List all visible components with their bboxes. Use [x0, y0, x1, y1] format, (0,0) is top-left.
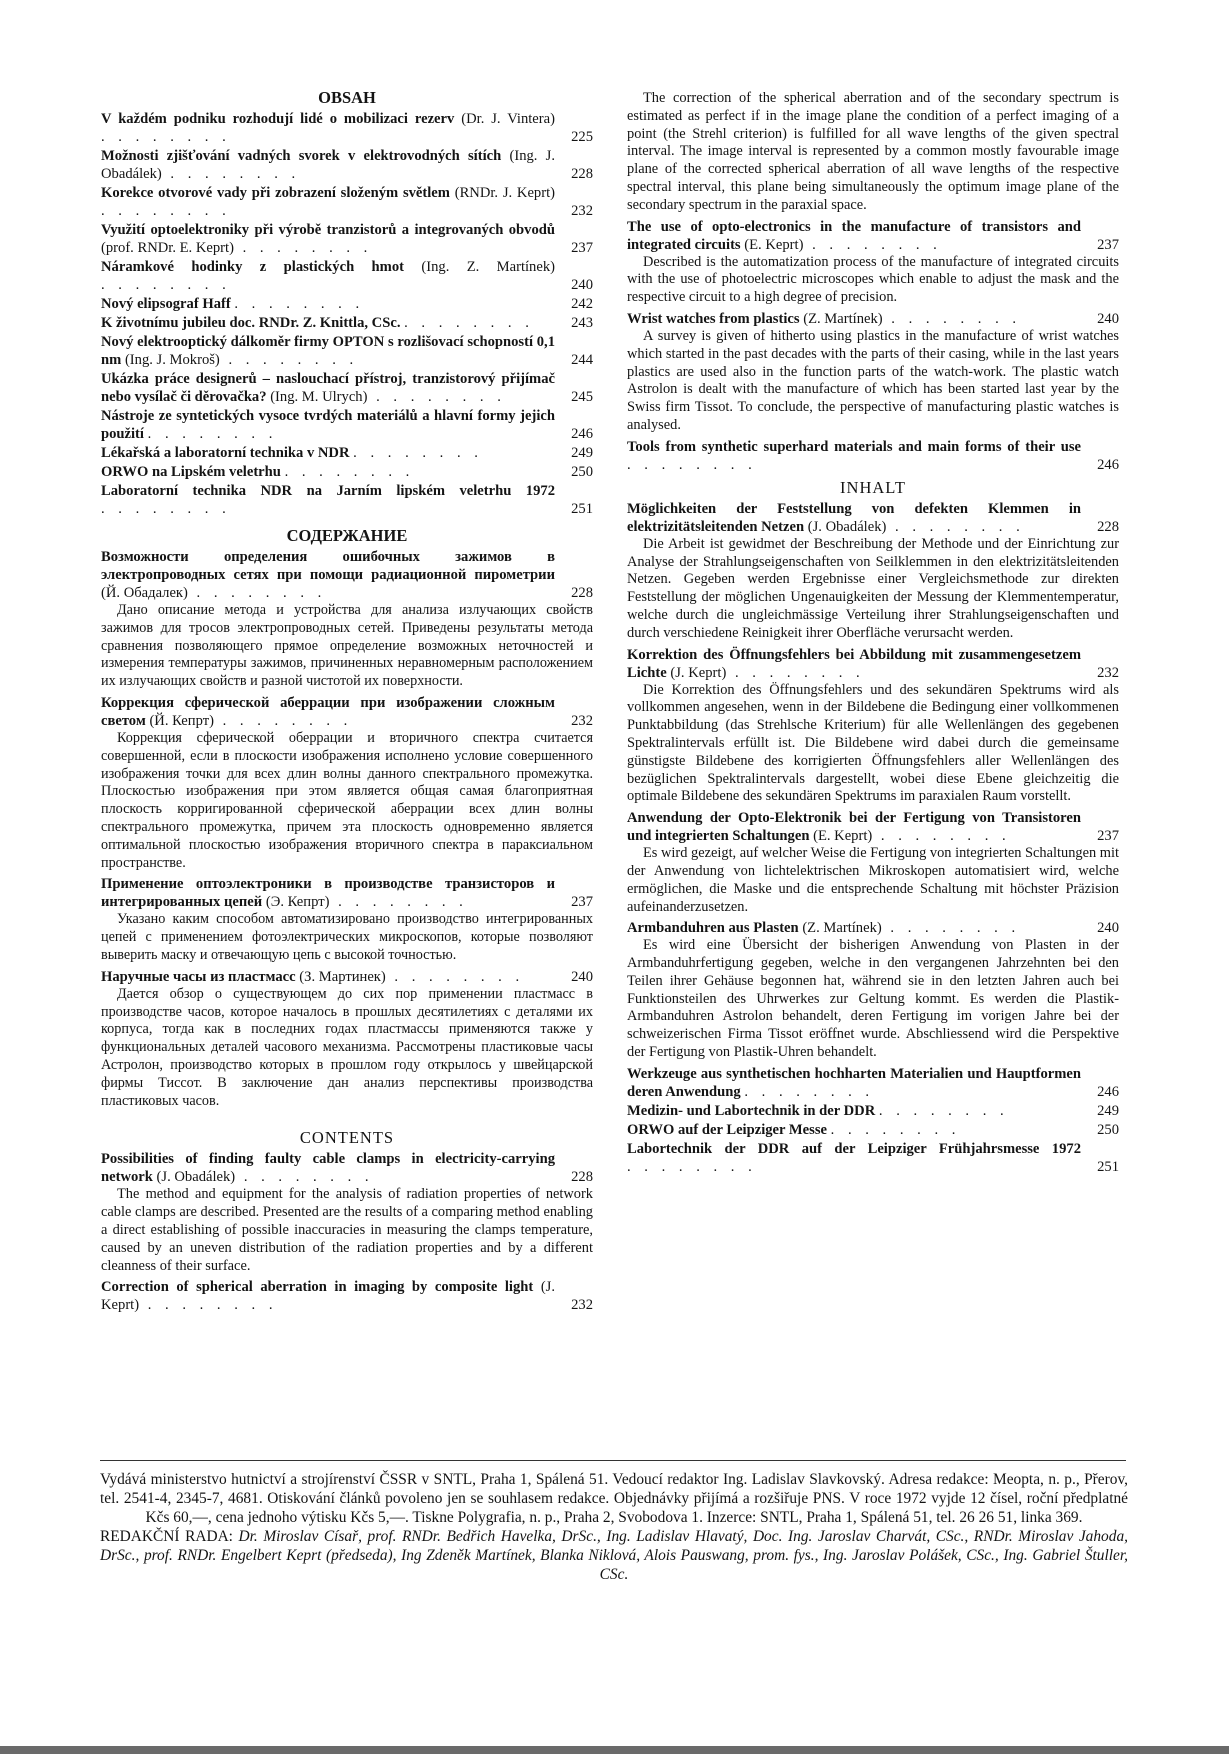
entry-author: (Dr. J. Vintera)	[461, 111, 555, 127]
entry-title: Medizin- und Labortechnik in der DDR	[627, 1102, 876, 1119]
entry-heading	[101, 407, 593, 443]
entry-author: (J. Keprt)	[101, 1279, 556, 1314]
entry-author: (Й. Кепрт)	[149, 712, 214, 729]
page-number: 243	[571, 315, 593, 331]
entry-heading	[101, 314, 593, 332]
toc-entry	[627, 218, 1119, 307]
toc-entry	[627, 1121, 1119, 1139]
imprint-footer	[100, 1470, 1128, 1584]
contents-list-part2	[627, 90, 1119, 474]
toc-entry	[627, 1102, 1119, 1120]
leader-dots: . . . . . . . .	[882, 310, 1022, 327]
leader-dots: . . . . . . . .	[284, 464, 415, 480]
left-column	[101, 88, 593, 1315]
entry-title: Labortechnik der DDR auf der Leipziger Frühjahrsmesse 1972	[627, 1140, 1081, 1157]
entry-author: (Э. Кепрт)	[265, 894, 330, 911]
leader-dots: . . . . . . . .	[830, 1121, 961, 1138]
entry-heading	[627, 919, 1119, 937]
toc-entry	[101, 258, 593, 294]
publisher-info: Vydává ministerstvo hutnictví a strojírenství ČSSR v SNTL, Praha 1, Spálená 51. Vedoucí redaktor Ing. Ladislav Slavkovský. Adresa redakce: Meopta, n. p., Přerov, tel. 2541-4, 2345-7, 4681. Otiskování článků povoleno jen se souhlasem redakce. Objednávky přijímá a rozšiřuje PNS. V roce 1972 vyjde 12 čísel, roční předplatné Kčs 60,—, cena jednoho výtisku Kčs 5,—. Tiskne Polygrafia, n. p., Praha 2, Svobodova 1. Inzerce: SNTL, Praha 1, Spálená 51, tel. 26 26 51, linka 369.	[100, 1471, 1128, 1526]
page-number: 246	[1097, 1083, 1119, 1100]
leader-dots: . . . . . . . .	[187, 585, 327, 601]
scan-edge	[0, 1746, 1229, 1754]
entry-title: Wrist watches from plastics	[627, 310, 800, 327]
entry-title: K životnímu jubileu doc. RNDr. Z. Knittla, CSc.	[101, 315, 401, 331]
entry-title: Anwendung der Opto-Elektronik bei der Fertigung von Transistoren und integrierten Schaltungen	[627, 810, 1081, 845]
inhalt-list	[627, 500, 1119, 1176]
toc-entry	[101, 184, 593, 220]
entry-author: (Ing. M. Ulrych)	[270, 389, 368, 405]
leader-dots: . . . . . . . .	[101, 203, 231, 219]
page-number: 237	[1097, 828, 1119, 845]
entry-title: Náramkové hodinky z plastických hmot	[101, 259, 404, 275]
entry-title: Ukázka práce designerů – naslouchací přístroj, tranzistorový přijímač nebo vysílač či děrovačka?	[101, 371, 555, 405]
editorial-board-members: Dr. Miroslav Císař, prof. RNDr. Bedřich Havelka, DrSc., Ing. Ladislav Hlavatý, Doc. Ing. Jaroslav Charvát, CSc., RNDr. Miroslav Jahoda, DrSc., prof. RNDr. Engelbert Keprt (předseda), Ing Zdeněk Martínek, Blanka Niklová, Alois Pauswang, prom. fys., Ing. Jaroslav Polášek, CSc., Ing. Gabriel Štuller, CSc.	[100, 1528, 1128, 1583]
editorial-board-label: REDAKČNÍ RADA:	[100, 1528, 233, 1545]
page-number: 245	[571, 389, 593, 405]
toc-entry	[101, 370, 593, 406]
obsah-heading: OBSAH	[318, 88, 376, 107]
toc-entry	[627, 919, 1119, 1062]
leader-dots: . . . . . . . .	[234, 296, 365, 312]
entry-title: Využití optoelektroniky při výrobě tranzistorů a integrovaných obvodů	[101, 222, 555, 238]
obsah-list	[101, 110, 593, 518]
entry-heading	[627, 1102, 1119, 1120]
entry-heading	[101, 295, 593, 313]
entry-author: (E. Keprt)	[813, 828, 873, 845]
page-number: 232	[571, 1297, 593, 1314]
toc-entry	[627, 1140, 1119, 1176]
entry-title: ORWO na Lipském veletrhu	[101, 464, 281, 480]
entry-author: (Z. Martínek)	[803, 310, 883, 327]
page-number: 232	[571, 712, 593, 729]
page-number: 242	[571, 296, 593, 312]
toc-entry	[627, 438, 1119, 474]
toc-entry	[101, 110, 593, 146]
entry-title: Наручные часы из пластмасс	[101, 968, 296, 985]
entry-title: Nástroje ze syntetických vysoce tvrdých materiálů a hlavní formy jejich použití	[101, 408, 555, 442]
entry-author: (J. Obadálek)	[156, 1169, 236, 1186]
entry-heading	[627, 438, 1119, 474]
right-column	[627, 90, 1119, 1177]
entry-author: (J. Obadálek)	[807, 518, 887, 535]
entry-heading	[101, 184, 593, 220]
entry-title: V každém podniku rozhodují lidé o mobilizaci rezerv	[101, 111, 455, 127]
page-number: 251	[571, 501, 593, 517]
toc-entry	[101, 1278, 593, 1314]
entry-author: (Ing. Z. Martínek)	[421, 259, 555, 275]
toc-entry	[627, 500, 1119, 643]
leader-dots: . . . . . . . .	[872, 828, 1011, 845]
entry-title: Possibilities of finding faulty cable clamps in electricity-carrying network	[101, 1151, 555, 1186]
entry-heading	[101, 221, 593, 257]
entry-heading	[627, 809, 1119, 845]
entry-title: Možnosti zjišťování vadných svorek v elektrovodných sítích	[101, 148, 502, 164]
contents-list-part1	[101, 1150, 593, 1314]
page-number: 237	[571, 240, 593, 256]
entry-heading	[627, 218, 1119, 254]
leader-dots: . . . . . . . .	[726, 664, 865, 681]
entry-author: (Й. Обадалек)	[101, 585, 188, 601]
entry-abstract: Es wird gezeigt, auf welcher Weise die Fertigung von integrierten Schaltungen mit der Anwendung von lichtelektrischen Mikroskopen automatisiert wird, welche ermöglichen, die Maske und die entsprechende Schaltung mit höchster Präzision aufeinanderzusetzen.	[627, 845, 1119, 915]
page-number: 228	[571, 585, 593, 601]
entry-title: ORWO auf der Leipziger Messe	[627, 1121, 827, 1138]
page-number: 240	[571, 277, 593, 293]
entry-title: The use of opto-electronics in the manufacture of transistors and integrated circuits	[627, 218, 1081, 253]
soderzhanie-heading: СОДЕРЖАНИЕ	[286, 526, 408, 545]
entry-heading	[101, 333, 593, 369]
entry-abstract: A survey is given of hitherto using plastics in the manufacture of wrist watches which started in the past decades with the parts of their casing, while in the last years plastics are used also in the function parts of the watch-work. The plastic watch Astrolon is dealt with the manufacture of which has been started last year by the Swiss firm Tissot. To conclude, the perspective of manufacturing plastic watches is analysed.	[627, 327, 1119, 433]
page-number: 246	[571, 426, 593, 442]
page-number: 249	[571, 445, 593, 461]
page-number: 250	[571, 464, 593, 480]
page-number: 228	[1097, 518, 1119, 535]
page-number: 237	[1097, 236, 1119, 253]
entry-heading	[627, 646, 1119, 682]
entry-heading	[101, 147, 593, 183]
toc-entry	[627, 1065, 1119, 1101]
leader-dots: . . . . . . . .	[213, 712, 353, 729]
entry-title: Armbanduhren aus Plasten	[627, 920, 799, 937]
entry-author: (Z. Martínek)	[802, 920, 882, 937]
toc-entry	[101, 482, 593, 518]
leader-dots: . . . . . . . .	[233, 240, 373, 256]
leader-dots: . . . . . . . .	[161, 166, 301, 182]
entry-author: (Ing. J. Obadálek)	[101, 148, 555, 182]
leader-dots: . . . . . . . .	[139, 1297, 278, 1314]
toc-entry	[101, 875, 593, 964]
leader-dots: . . . . . . . .	[627, 456, 757, 473]
page-number: 225	[571, 129, 593, 145]
soderzhanie-list	[101, 548, 593, 1110]
entry-title: Коррекция сферической аберрации при изображении сложным светом	[101, 694, 555, 729]
leader-dots: . . . . . . . .	[385, 968, 525, 985]
page-number: 250	[1097, 1121, 1119, 1138]
toc-entry	[101, 295, 593, 313]
toc-entry	[101, 1150, 593, 1275]
entry-title: Korekce otvorové vady při zobrazení složeným světlem	[101, 185, 450, 201]
entry-heading	[101, 370, 593, 406]
toc-entry	[101, 221, 593, 257]
entry-title: Возможности определения ошибочных зажимов в электропроводных сетях при помощи радиационной пирометрии	[101, 549, 555, 583]
entry-title: Correction of spherical aberration in imaging by composite light	[101, 1279, 534, 1296]
entry-author: (prof. RNDr. E. Keprt)	[101, 240, 234, 256]
entry-abstract: Дается обзор о существующем до сих пор применении пластмасс в производстве часов, которое началось в прошлых десятилетиях с деталями их корпуса, тогда как в последних годах пластмассы применяются также у функциональных деталей часового механизма. Рассмотрены пластиковые часы Астролон, производство которых в прошлом году открылось у швейцарской фирмы Тиссот. В заключение дан анализ перспективы производства пластиковых часов.	[101, 985, 593, 1109]
entry-heading	[101, 110, 593, 146]
page-number: 246	[1097, 456, 1119, 473]
entry-heading	[627, 1065, 1119, 1101]
page-number: 244	[571, 352, 593, 368]
contents-heading: CONTENTS	[299, 1128, 395, 1148]
leader-dots: . . . . . . . .	[235, 1169, 374, 1186]
entry-heading	[101, 1278, 593, 1314]
entry-title: Laboratorní technika NDR na Jarním lipském veletrhu 1972	[101, 483, 555, 499]
entry-abstract: Дано описание метода и устройства для анализа излучающих свойств зажимов для тросов электропроводных сетей. Приведены результаты метода сравнения позволяющего прямое определение возможных неточностей и измерения температуры зажимов, причиненных неравномерным расположением их излучающих свойств и разной чистотой их поверхности.	[101, 602, 593, 690]
entry-author: (RNDr. J. Keprt)	[454, 185, 555, 201]
entry-abstract: Указано каким способом автоматизировано производство интегрированных цепей с применением фотоэлектрических микроскопов, которые позволяют выверить маску и отвечающую цепь с высокой точностью.	[101, 911, 593, 963]
entry-heading	[101, 444, 593, 462]
entry-title: Применение оптоэлектроники в производстве транзисторов и интегрированных цепей	[101, 876, 555, 911]
footer-divider	[100, 1460, 1126, 1461]
page-number: 232	[1097, 664, 1119, 681]
leader-dots: . . . . . . . .	[101, 501, 231, 517]
entry-heading	[101, 968, 593, 986]
entry-abstract: Es wird eine Übersicht der bisherigen Anwendung von Plasten in der Armbanduhrfertigung gegeben, welche in den vergangenen Jahrzehnten bei den Teilen ihrer Gehäuse begonnen hat, während sie in den letzten Jahren auch bei Funktionsteilen des Uhrwerkes zur Geltung kommt. Es werden die Plastik-Armbanduhren Astrolon behandelt, deren Fertigung im vorigen Jahre bei der schweizerischen Firma Tissot eröffnet wurde. Abschliessend wird die Perspektive der Fertigung von Plastik-Uhren behandelt.	[627, 937, 1119, 1061]
entry-title: Tools from synthetic superhard materials and main forms of their use	[627, 438, 1081, 455]
page-number: 240	[1097, 310, 1119, 327]
leader-dots: . . . . . . . .	[886, 518, 1025, 535]
entry-abstract: Die Arbeit ist gewidmet der Beschreibung der Methode und der Einrichtung zur Analyse der Strahlungseigenschaften von Seilklemmen in den elektrizitätsleitenden Netzen. Gegeben werden Ergebnisse einer Vergleichsmethode zur direkten Feststellung der möglichen Ungenauigkeiten der Messung der Klemmentemperatur, welche durch die ungleichmässige Verteilung ihrer Strahlungseigenschaften und durch verschiedene Reinigkeit ihrer Oberfläche verursacht werden.	[627, 535, 1119, 641]
entry-heading	[101, 548, 593, 602]
leader-dots: . . . . . . . .	[219, 352, 359, 368]
page-number: 232	[571, 203, 593, 219]
entry-heading	[627, 1121, 1119, 1139]
page-number: 237	[571, 894, 593, 911]
entry-author: (Ing. J. Mokroš)	[124, 352, 220, 368]
entry-heading	[101, 875, 593, 911]
page-number: 240	[571, 968, 593, 985]
page-number: 251	[1097, 1158, 1119, 1175]
leader-dots: . . . . . . . .	[353, 445, 483, 461]
toc-entry	[627, 646, 1119, 807]
page-number: 249	[1097, 1102, 1119, 1119]
entry-abstract: Коррекция сферической оберрации и вторичного спектра считается совершенной, если в плоскости изображения исполнено условие совершенного изображения точки для всех длин волны данного спектрального промежутка. Плоскостью изображения при этом является общая самая благоприятная плоскость корригированной сферической аберрации всех длин волны спектрального промежутка, причем эта плоскость одновременно является оптимальной плоскостью изображения вторичного спектра в параксиальном пространстве.	[101, 729, 593, 871]
leader-dots: . . . . . . . .	[101, 129, 231, 145]
entry-title: Korrektion des Öffnungsfehlers bei Abbildung mit zusammengesetzem Lichte	[627, 646, 1081, 681]
entry-title: Lékařská a laboratorní technika v NDR	[101, 445, 350, 461]
toc-entry	[627, 310, 1119, 435]
inhalt-heading: INHALT	[840, 477, 906, 497]
leader-dots: . . . . . . . .	[367, 389, 506, 405]
page-number: 228	[571, 166, 593, 182]
leader-dots: . . . . . . . .	[878, 1102, 1009, 1119]
entry-abstract: The correction of the spherical aberration and of the secondary spectrum is estimated as perfect if in the image plane the condition of a perfect imaging of a point (the Strehl criterion) is fulfilled for all wave lengths of the given spectral interval. The image interval is represented by a common mostly favourable image plane of the corrected spherical aberration of all wave lengths of the respective spectral interval, this plane being simultaneously the optimum image plane of the secondary spectrum in the paraxial space.	[627, 90, 1119, 213]
page-number: 240	[1097, 920, 1119, 937]
entry-title: Nový elektrooptický dálkoměr firmy OPTON s rozlišovací schopností 0,1 nm	[101, 334, 555, 368]
toc-entry	[101, 444, 593, 462]
entry-heading	[101, 694, 593, 730]
entry-title: Werkzeuge aus synthetischen hochharten Materialien und Hauptformen deren Anwendung	[627, 1065, 1081, 1100]
toc-entry	[101, 147, 593, 183]
entry-abstract: Die Korrektion des Öffnungsfehlers und des sekundären Spektrums wird als vollkommen angesehen, wenn in der Bildebene die Bedingung einer vollkommenen Punktabbildung (das Strehlsche Kriterium) für alle Wellenlängen des gegebenen Spektralintervals erfüllt ist. Die Bildebene wird dabei durch die gemeinsame günstigste Bildebene des korrigierten Öffnungsfehlers aller Wellenlängen des bezüglichen Spektralintervals dargestellt, wobei diese Ebene gleichzeitig die optimale Bildebene des sekundären Spektrums im paraxialen Raum vorstellt.	[627, 681, 1119, 805]
leader-dots: . . . . . . . .	[881, 920, 1021, 937]
toc-entry	[101, 333, 593, 369]
leader-dots: . . . . . . . .	[329, 894, 468, 911]
entry-abstract: Described is the automatization process of the manufacture of integrated circuits with the use of photoelectric microscopes which enable to adjust the mask and the respective circuit to a high degree of precision.	[627, 253, 1119, 306]
entry-heading	[627, 500, 1119, 536]
leader-dots: . . . . . . . .	[744, 1083, 875, 1100]
entry-title: Nový elipsograf Haff	[101, 296, 231, 312]
entry-abstract: The method and equipment for the analysis of radiation properties of network cable clamps are described. Presented are the results of a comparing method enabling a direct establishing of possible inaccuracies in measuring the clamps temperature, caused by an uneven distribution of the radiation properties and by a different cleanness of their surface.	[101, 1186, 593, 1274]
entry-author: (J. Keprt)	[670, 664, 727, 681]
leader-dots: . . . . . . . .	[147, 426, 278, 442]
entry-heading	[101, 1150, 593, 1186]
entry-author: (E. Keprt)	[744, 236, 804, 253]
entry-heading	[101, 482, 593, 518]
entry-heading	[627, 1140, 1119, 1176]
toc-entry	[101, 694, 593, 872]
leader-dots: . . . . . . . .	[627, 1158, 757, 1175]
leader-dots: . . . . . . . .	[803, 236, 942, 253]
toc-entry	[101, 548, 593, 691]
entry-author: (З. Мартинек)	[299, 968, 386, 985]
toc-entry	[627, 90, 1119, 215]
toc-entry	[101, 407, 593, 443]
toc-entry	[101, 968, 593, 1111]
editorial-board	[100, 1527, 1128, 1584]
leader-dots: . . . . . . . .	[101, 277, 231, 293]
toc-entry	[101, 463, 593, 481]
toc-entry	[101, 314, 593, 332]
entry-heading	[101, 463, 593, 481]
leader-dots: . . . . . . . .	[404, 315, 534, 331]
entry-title: Möglichkeiten der Feststellung von defekten Klemmen in elektrizitätsleitenden Netzen	[627, 500, 1081, 535]
toc-entry	[627, 809, 1119, 916]
page-number: 228	[571, 1169, 593, 1186]
entry-heading	[627, 310, 1119, 328]
entry-heading	[101, 258, 593, 294]
